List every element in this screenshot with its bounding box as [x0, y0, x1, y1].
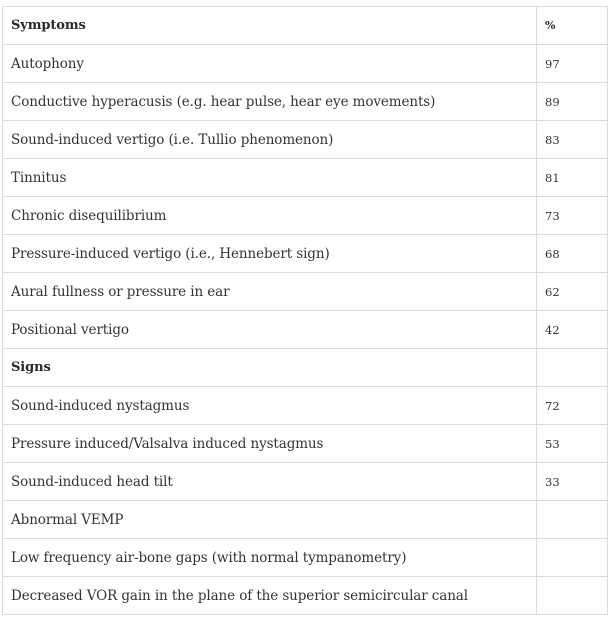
table-row	[3, 45, 608, 83]
sign-percent	[537, 501, 608, 539]
symptom-percent: 89	[537, 83, 608, 121]
sign-label: Low frequency air-bone gaps (with normal tympanometry)	[3, 539, 537, 577]
sign-label: Sound-induced head tilt	[3, 463, 537, 501]
symptom-label: Aural fullness or pressure in ear	[3, 273, 537, 311]
symptoms-signs-table	[2, 6, 608, 615]
table-row	[3, 311, 608, 349]
signs-header-percent	[537, 349, 608, 387]
table-row	[3, 463, 608, 501]
percent-header: %	[537, 7, 608, 45]
sign-percent	[537, 577, 608, 615]
table-row	[3, 425, 608, 463]
symptom-percent: 73	[537, 197, 608, 235]
symptom-percent: 62	[537, 273, 608, 311]
symptom-label: Sound-induced vertigo (i.e. Tullio phenomenon)	[3, 121, 537, 159]
symptom-percent: 42	[537, 311, 608, 349]
symptom-percent: 83	[537, 121, 608, 159]
sign-percent	[537, 539, 608, 577]
symptom-percent: 81	[537, 159, 608, 197]
symptom-label: Positional vertigo	[3, 311, 537, 349]
symptom-label: Tinnitus	[3, 159, 537, 197]
signs-header-row	[3, 349, 608, 387]
table-row	[3, 197, 608, 235]
symptoms-header: Symptoms	[3, 7, 537, 45]
table-row	[3, 387, 608, 425]
symptom-percent: 97	[537, 45, 608, 83]
table-row	[3, 159, 608, 197]
signs-header: Signs	[3, 349, 537, 387]
table-row	[3, 83, 608, 121]
sign-label: Decreased VOR gain in the plane of the superior semicircular canal	[3, 577, 537, 615]
table-row	[3, 501, 608, 539]
sign-label: Sound-induced nystagmus	[3, 387, 537, 425]
symptom-label: Autophony	[3, 45, 537, 83]
table-header-row	[3, 7, 608, 45]
table-row	[3, 539, 608, 577]
sign-percent: 53	[537, 425, 608, 463]
symptom-percent: 68	[537, 235, 608, 273]
sign-percent: 72	[537, 387, 608, 425]
symptom-label: Chronic disequilibrium	[3, 197, 537, 235]
table-row	[3, 235, 608, 273]
symptom-label: Conductive hyperacusis (e.g. hear pulse, hear eye movements)	[3, 83, 537, 121]
table-row	[3, 273, 608, 311]
sign-label: Abnormal VEMP	[3, 501, 537, 539]
sign-label: Pressure induced/Valsalva induced nystagmus	[3, 425, 537, 463]
table-row	[3, 577, 608, 615]
symptom-label: Pressure-induced vertigo (i.e., Hennebert sign)	[3, 235, 537, 273]
sign-percent: 33	[537, 463, 608, 501]
table-row	[3, 121, 608, 159]
